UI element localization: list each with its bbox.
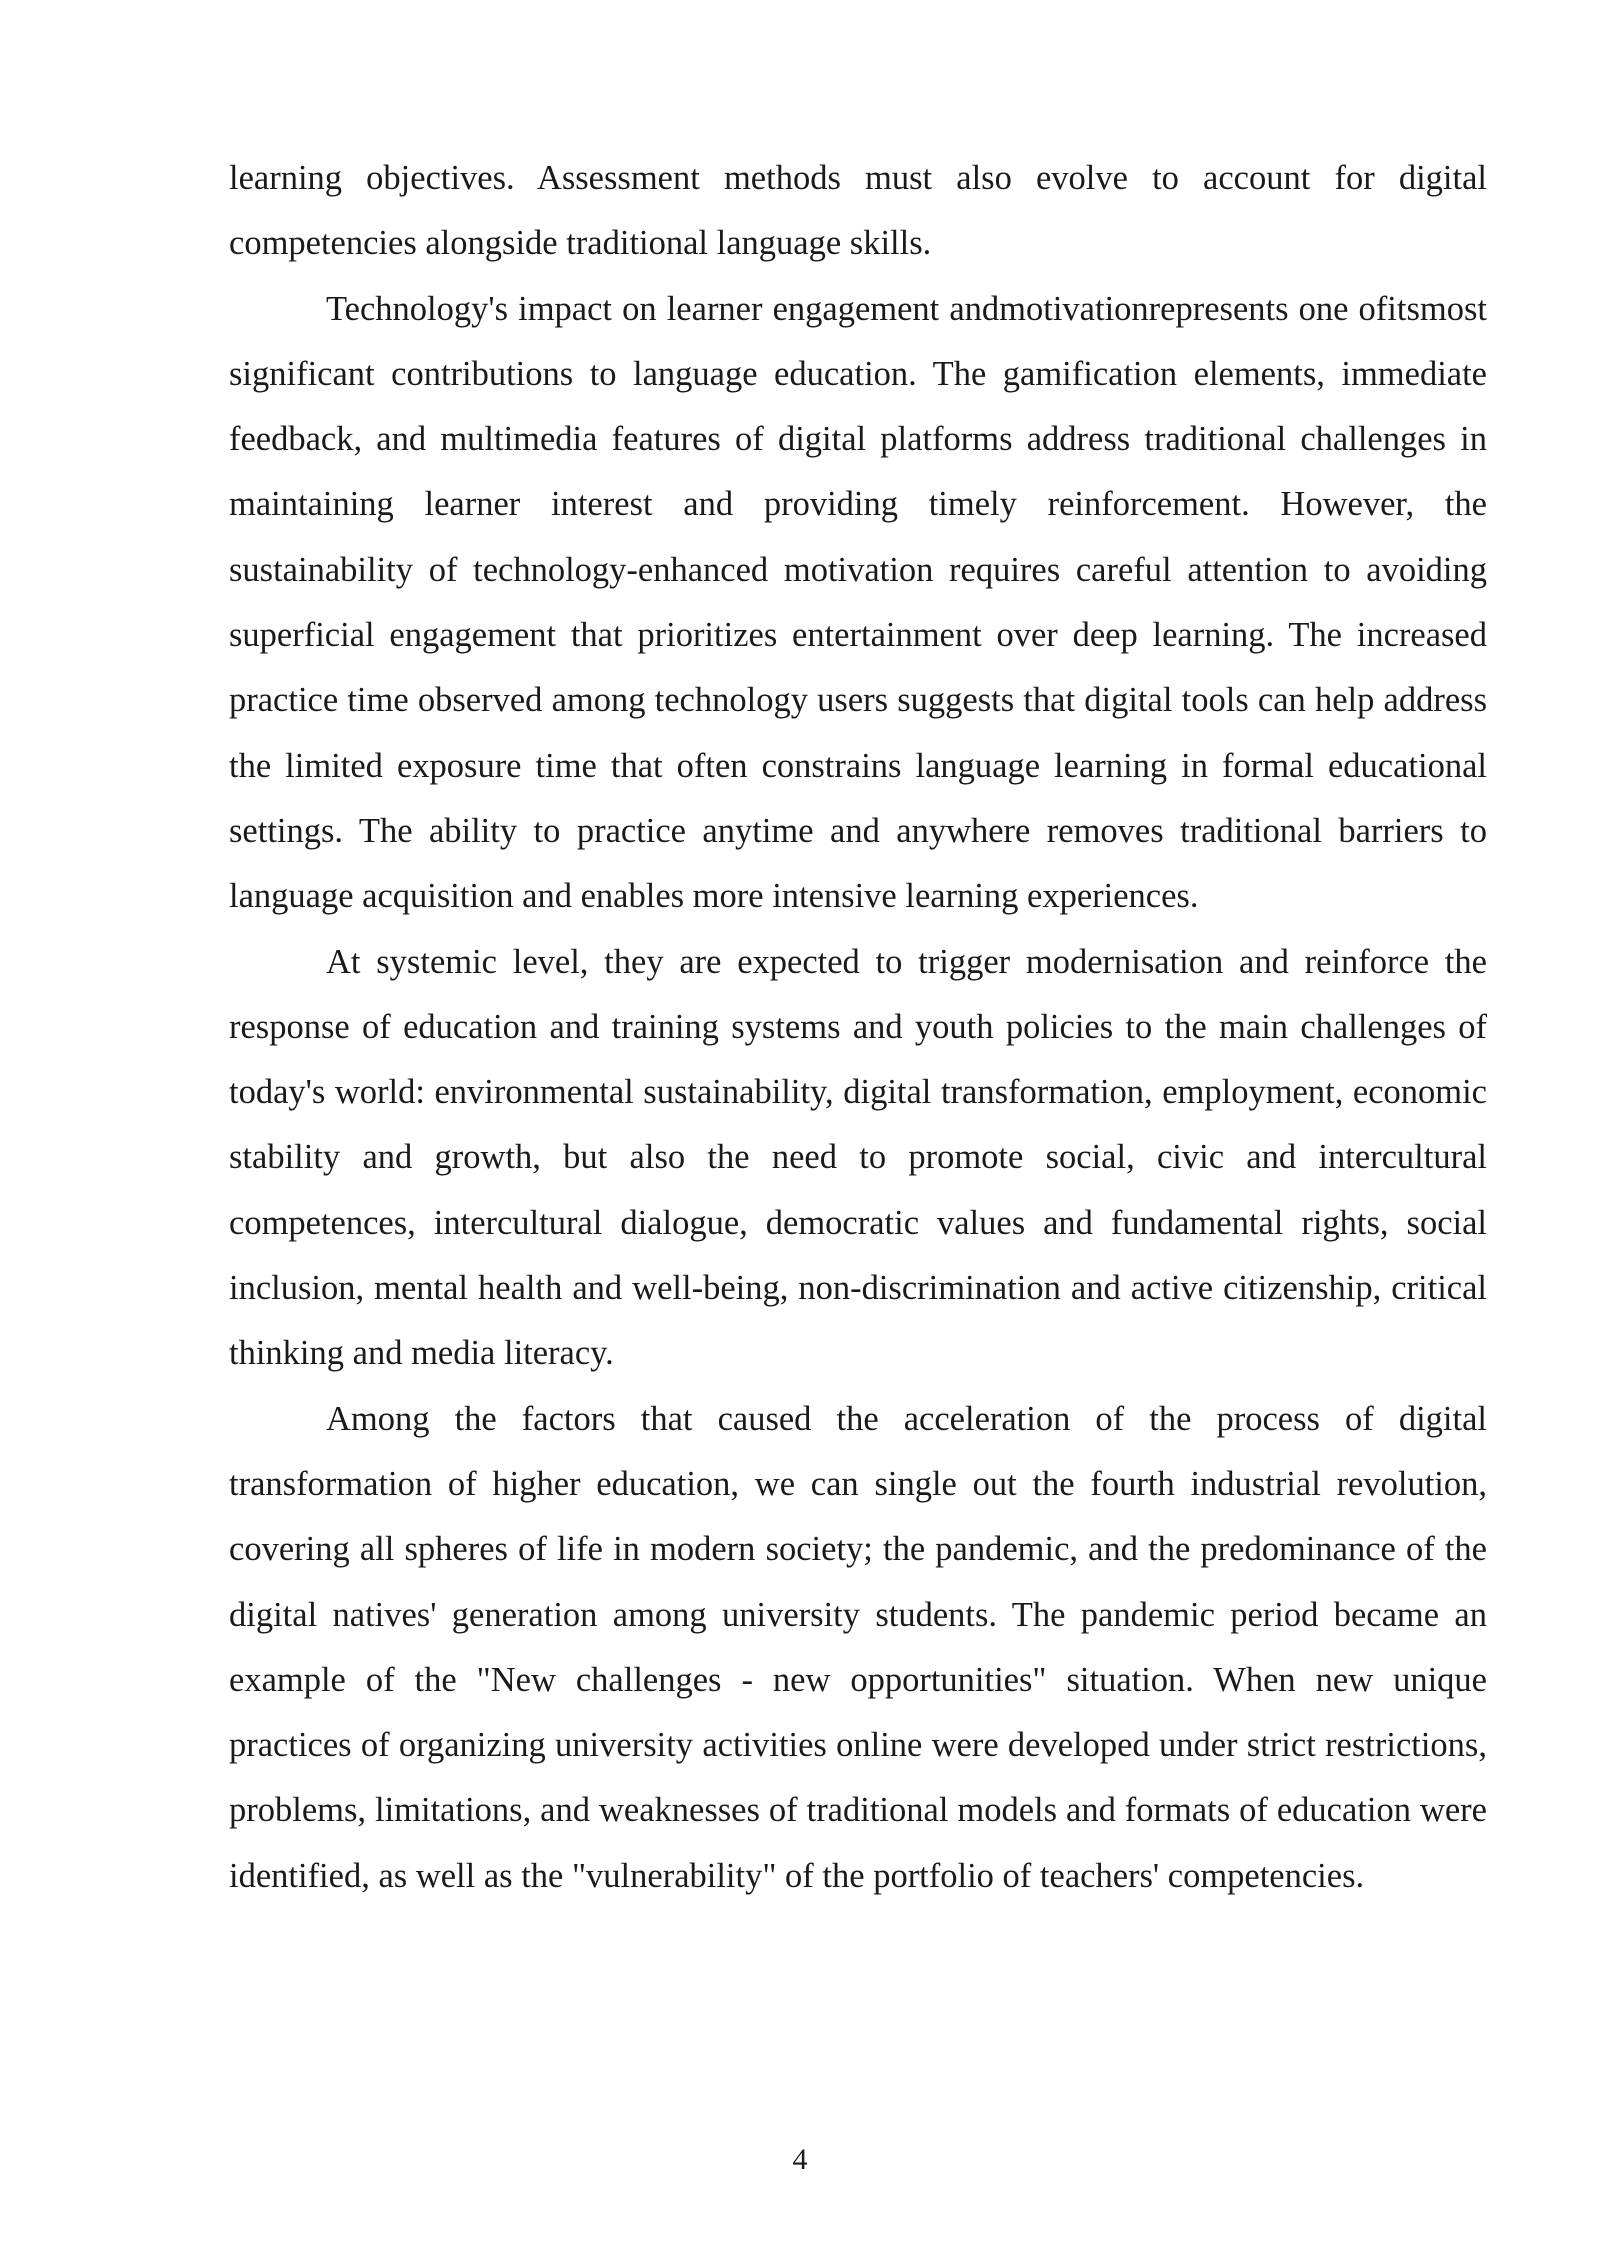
paragraph-digital-transformation: Among the factors that caused the acceleration of the process of digital transformation of higher education, we can single out the fourth industrial revolution, covering all spheres of life in modern society; the pandemic, and the predominance of the digital natives' generation among university students. The pandemic period became an example of the "New challenges - new opportunities" situation. When new unique practices of organizing university activities online were developed under strict restrictions, problems, limitations, and weaknesses of traditional models and formats of education were identified, as well as the "vulnerability" of the portfolio of teachers' competencies. bbox=[229, 1399, 1487, 1895]
body-text bbox=[229, 146, 1487, 1909]
paragraph-technology-impact: Technology's impact on learner engagement andmotivationrepresents one ofitsmost significant contributions to language education. The gamification elements, immediate feedback, and multimedia features of digital platforms address traditional challenges in maintaining learner interest and providing timely reinforcement. However, the sustainability of technology-enhanced motivation requires careful attention to avoiding superficial engagement that prioritizes entertainment over deep learning. The increased practice time observed among technology users suggests that digital tools can help address the limited exposure time that often constrains language learning in formal educational settings. The ability to practice anytime and anywhere removes traditional barriers to language acquisition and enables more intensive learning experiences. bbox=[229, 289, 1487, 916]
page-number: 4 bbox=[792, 2143, 808, 2176]
paragraph-continued: learning objectives. Assessment methods must also evolve to account for digital competencies alongside traditional language skills. bbox=[229, 159, 1487, 263]
paragraph-systemic-level: At systemic level, they are expected to trigger modernisation and reinforce the response of education and training systems and youth policies to the main challenges of today's world: environmental sustainability, digital transformation, employment, economic stability and growth, but also the need to promote social, civic and intercultural competences, intercultural dialogue, democratic values and fundamental rights, social inclusion, mental health and well-being, non-discrimination and active citizenship, critical thinking and media literacy. bbox=[229, 942, 1487, 1373]
